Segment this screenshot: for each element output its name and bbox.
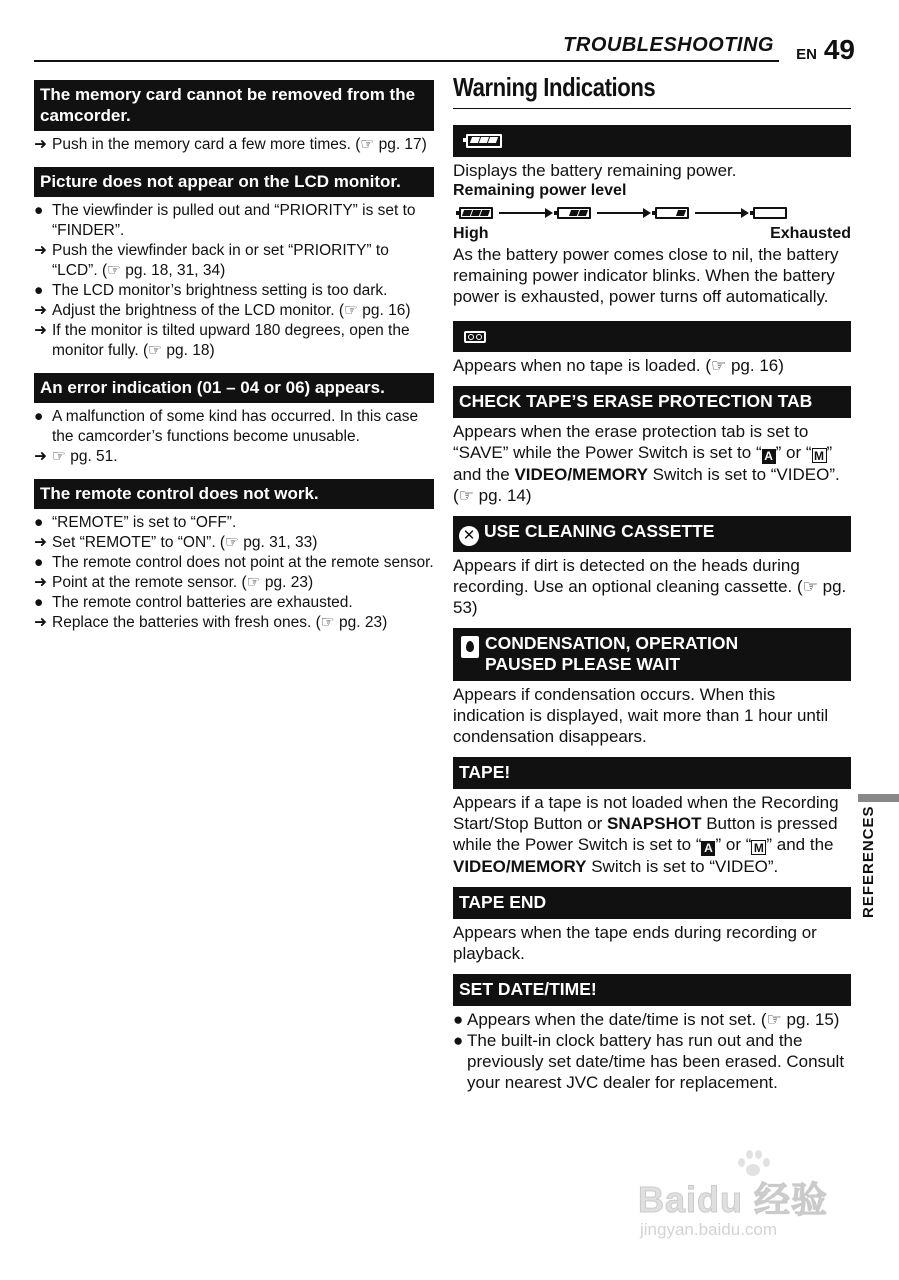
trouble-section	[34, 80, 434, 155]
cleaning-text: Appears if dirt is detected on the heads during recording. Use an optional cleaning cassette. (☞ pg. 53)	[453, 556, 847, 617]
title-divider	[453, 108, 851, 109]
arrow-right-icon	[499, 212, 551, 214]
list-item: ➜ Point at the remote sensor. (☞ pg. 23)	[34, 574, 314, 591]
condensation-section	[453, 628, 851, 747]
set-date-heading: SET DATE/TIME!	[453, 974, 851, 1006]
tape-warning-section	[453, 757, 851, 877]
battery-heading	[453, 125, 851, 157]
erase-protection-section	[453, 386, 851, 506]
list-item: ● The built-in clock battery has run out and the previously set date/time has been erased. Consult your nearest JVC dealer for replacement.	[453, 1031, 845, 1092]
battery-description: Displays the battery remaining power.	[453, 161, 737, 180]
auto-mode-icon: A	[762, 449, 776, 464]
trouble-section	[34, 167, 434, 361]
arrow-right-icon	[597, 212, 649, 214]
troubleshooting-column	[34, 80, 434, 645]
list-item: ➜ Push in the memory card a few more times. (☞ pg. 17)	[34, 136, 427, 153]
list-item: ● The LCD monitor’s brightness setting is too dark.	[34, 282, 388, 299]
water-drop-icon	[461, 636, 479, 658]
list-item: ● Appears when the date/time is not set. (☞ pg. 15)	[453, 1010, 840, 1029]
language-code: EN	[796, 46, 817, 63]
tape-warning-text: Appears if a tape is not loaded when the Recording Start/Stop Button or SNAPSHOT Button is pressed while the Power Switch is set to “ A ” or “ M ” and the VIDEO/MEMORY Switch is set to “VIDEO”.	[453, 793, 839, 876]
list-item: ● A malfunction of some kind has occurred. In this case the camcorder’s functions become unusable.	[34, 408, 419, 445]
set-date-section	[453, 974, 851, 1093]
list-item: ➜ Push the viewfinder back in or set “PRIORITY” to “LCD”. (☞ pg. 18, 31, 34)	[34, 242, 389, 279]
list-item: ➜ Replace the batteries with fresh ones. (☞ pg. 23)	[34, 614, 388, 631]
watermark-url: jingyan.baidu.com	[640, 1220, 778, 1239]
battery-notes: As the battery power comes close to nil, the battery remaining power indicator blinks. When the battery power is exhausted, power turns off automatically.	[453, 245, 839, 306]
trouble-section	[34, 479, 434, 633]
no-tape-section	[453, 321, 851, 376]
manual-mode-icon: M	[751, 840, 766, 855]
battery-two-thirds-icon	[557, 207, 591, 219]
cleaning-section	[453, 516, 851, 618]
header-divider	[34, 60, 779, 62]
tape-end-text: Appears when the tape ends during recording or playback.	[453, 923, 817, 963]
watermark-brand: Baidu 经验	[638, 1179, 829, 1220]
battery-one-third-icon	[655, 207, 689, 219]
section-title: TROUBLESHOOTING	[563, 34, 774, 56]
power-level-sequence	[459, 204, 851, 222]
auto-mode-icon: A	[701, 841, 715, 856]
watermark	[638, 1150, 848, 1250]
tape-heading	[453, 321, 851, 352]
list-item: ➜ Adjust the brightness of the LCD monitor. (☞ pg. 16)	[34, 302, 411, 319]
side-tab-label: REFERENCES	[860, 805, 877, 918]
no-tape-text: Appears when no tape is loaded. (☞ pg. 16)	[453, 356, 784, 375]
condensation-heading: CONDENSATION, OPERATION PAUSED PLEASE WAIT	[453, 628, 851, 681]
erase-protection-text: Appears when the erase protection tab is set to “SAVE” while the Power Switch is set to “ A ” or “ M ” and the VIDEO/MEMORY Switch is set to “VIDEO”. (☞ pg. 14)	[453, 422, 840, 505]
list-item: ● “REMOTE” is set to “OFF”.	[34, 514, 237, 531]
trouble-heading: Picture does not appear on the LCD monitor.	[34, 167, 434, 197]
list-item: ● The viewfinder is pulled out and “PRIORITY” is set to “FINDER”.	[34, 202, 416, 239]
cleaning-heading: ✕ USE CLEANING CASSETTE	[453, 516, 851, 552]
page-number: 49	[823, 34, 855, 65]
warning-indications-column	[453, 72, 851, 1103]
tape-end-section	[453, 887, 851, 964]
high-label: High	[453, 225, 489, 242]
exhausted-label: Exhausted	[770, 225, 851, 242]
tape-end-heading: TAPE END	[453, 887, 851, 919]
trouble-heading: The remote control does not work.	[34, 479, 434, 509]
erase-protection-heading: CHECK TAPE’S ERASE PROTECTION TAB	[453, 386, 851, 418]
trouble-heading: An error indication (01 – 04 or 06) appears.	[34, 373, 434, 403]
warning-title: Warning Indications	[453, 72, 656, 102]
trouble-section	[34, 373, 434, 467]
tape-warning-heading: TAPE!	[453, 757, 851, 789]
list-item: ● The remote control batteries are exhausted.	[34, 594, 353, 611]
battery-full-icon	[466, 134, 502, 148]
list-item: ➜ If the monitor is tilted upward 180 degrees, open the monitor fully. (☞ pg. 18)	[34, 322, 410, 359]
battery-empty-icon	[753, 207, 787, 219]
trouble-heading: The memory card cannot be removed from the camcorder.	[34, 80, 434, 131]
battery-section	[453, 125, 851, 307]
list-item: ➜ ☞ pg. 51.	[34, 448, 118, 465]
condensation-text: Appears if condensation occurs. When this indication is displayed, wait more than 1 hour until condensation disappears.	[453, 685, 829, 746]
arrow-right-icon	[695, 212, 747, 214]
list-item: ● The remote control does not point at the remote sensor.	[34, 554, 434, 571]
list-item: ➜ Set “REMOTE” to “ON”. (☞ pg. 31, 33)	[34, 534, 318, 551]
remaining-power-label: Remaining power level	[453, 182, 627, 199]
cassette-icon	[464, 331, 486, 343]
manual-mode-icon: M	[812, 448, 827, 463]
battery-full-icon	[459, 207, 493, 219]
close-circle-icon: ✕	[459, 526, 479, 546]
